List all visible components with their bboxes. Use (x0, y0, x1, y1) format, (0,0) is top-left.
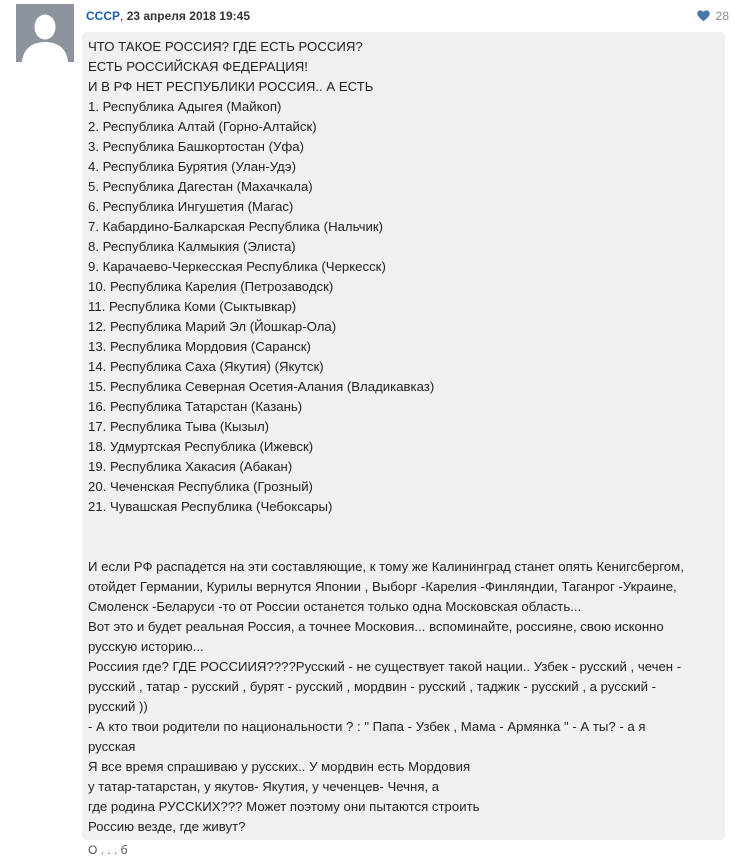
paragraph-line: - А кто твои родители по национальности ? : " Папа - Узбек , Мама - Армянка " - А ты? - а я (88, 719, 646, 734)
republic-item: 5. Республика Дагестан (Махачкала) (88, 179, 313, 194)
republic-item: 21. Чувашская Республика (Чебоксары) (88, 499, 333, 514)
paragraph-line: Россиия где? ГДЕ РОССИИЯ????Русский - не существует такой нации.. Узбек - русский , чечен - (88, 659, 682, 674)
comment-intro (88, 37, 715, 97)
republic-item: 7. Кабардино-Балкарская Республика (Нальчик) (88, 219, 384, 234)
comment-paragraph (88, 557, 715, 837)
paragraph-line: Россию везде, где живут? (88, 819, 246, 834)
paragraph-line: И если РФ распадется на эти составляющие, к тому же Калининград станет опять Кенигсбергом, (88, 559, 684, 574)
republic-item: 20. Чеченская Республика (Грозный) (88, 479, 313, 494)
republic-item: 4. Республика Бурятия (Улан-Удэ) (88, 159, 297, 174)
republic-item: 10. Республика Карелия (Петрозаводск) (88, 279, 334, 294)
paragraph-line: русский , татар - русский , бурят - русский , мордвин - русский , таджик - русский , а русский - (88, 679, 657, 694)
republic-item: 13. Республика Мордовия (Саранск) (88, 339, 311, 354)
republic-item: 2. Республика Алтай (Горно-Алтайск) (88, 119, 317, 134)
republic-item: 16. Республика Татарстан (Казань) (88, 399, 303, 414)
intro-line: ЧТО ТАКОЕ РОССИЯ? ГДЕ ЕСТЬ РОССИЯ? (88, 39, 363, 54)
comment-body (82, 32, 725, 840)
paragraph-line: Я все время спрашиваю у русских.. У мордвин есть Мордовия (88, 759, 471, 774)
comment-header (86, 7, 250, 25)
comment-date: 23 апреля 2018 19:45 (126, 9, 250, 23)
heart-icon (697, 10, 710, 22)
paragraph-line: у татар-татарстан, у якутов- Якутия, у чеченцев- Чечня, а (88, 779, 440, 794)
paragraph-line: Вот это и будет реальная Россия, а точнее Московия... вспоминайте, россияне, свою исконно (88, 619, 664, 634)
like-count: 28 (715, 9, 729, 23)
republic-item: 6. Республика Ингушетия (Магас) (88, 199, 294, 214)
republic-item: 19. Республика Хакасия (Абакан) (88, 459, 293, 474)
avatar[interactable] (16, 4, 74, 62)
republic-item: 1. Республика Адыгея (Майкоп) (88, 99, 282, 114)
republic-item: 17. Республика Тыва (Кызыл) (88, 419, 270, 434)
republic-item: 11. Республика Коми (Сыктывкар) (88, 299, 297, 314)
paragraph-line: русскую историю... (88, 639, 204, 654)
author-link[interactable]: СССР (86, 9, 121, 23)
intro-line: И В РФ НЕТ РЕСПУБЛИКИ РОССИЯ.. А ЕСТЬ (88, 79, 374, 94)
republic-item: 14. Республика Саха (Якутия) (Якутск) (88, 359, 324, 374)
next-comment-fragment: О . . . б (88, 843, 128, 857)
republic-item: 9. Карачаево-Черкесская Республика (Черкесск) (88, 259, 386, 274)
paragraph-line: русская (88, 739, 136, 754)
blank-line (88, 537, 715, 557)
republic-item: 18. Удмуртская Республика (Ижевск) (88, 439, 314, 454)
blank-line (88, 517, 715, 537)
republic-item: 15. Республика Северная Осетия-Алания (Владикавказ) (88, 379, 435, 394)
paragraph-line: Смоленск -Беларуси -то от России останется только одна Московская область... (88, 599, 582, 614)
republic-list (88, 97, 715, 517)
paragraph-line: отойдет Германии, Курилы вернутся Японии , Выборг -Карелия -Финляндии, Таганрог -Украине, (88, 579, 677, 594)
republic-item: 8. Республика Калмыкия (Элиста) (88, 239, 296, 254)
republic-item: 3. Республика Башкортостан (Уфа) (88, 139, 304, 154)
like-button[interactable] (697, 7, 729, 25)
user-silhouette-icon (16, 4, 74, 62)
intro-line: ЕСТЬ РОССИЙСКАЯ ФЕДЕРАЦИЯ! (88, 59, 308, 74)
header-separator: , (120, 9, 124, 23)
republic-item: 12. Республика Марий Эл (Йошкар-Ола) (88, 319, 337, 334)
paragraph-line: где родина РУССКИХ??? Может поэтому они пытаются строить (88, 799, 480, 814)
paragraph-line: русский )) (88, 699, 148, 714)
